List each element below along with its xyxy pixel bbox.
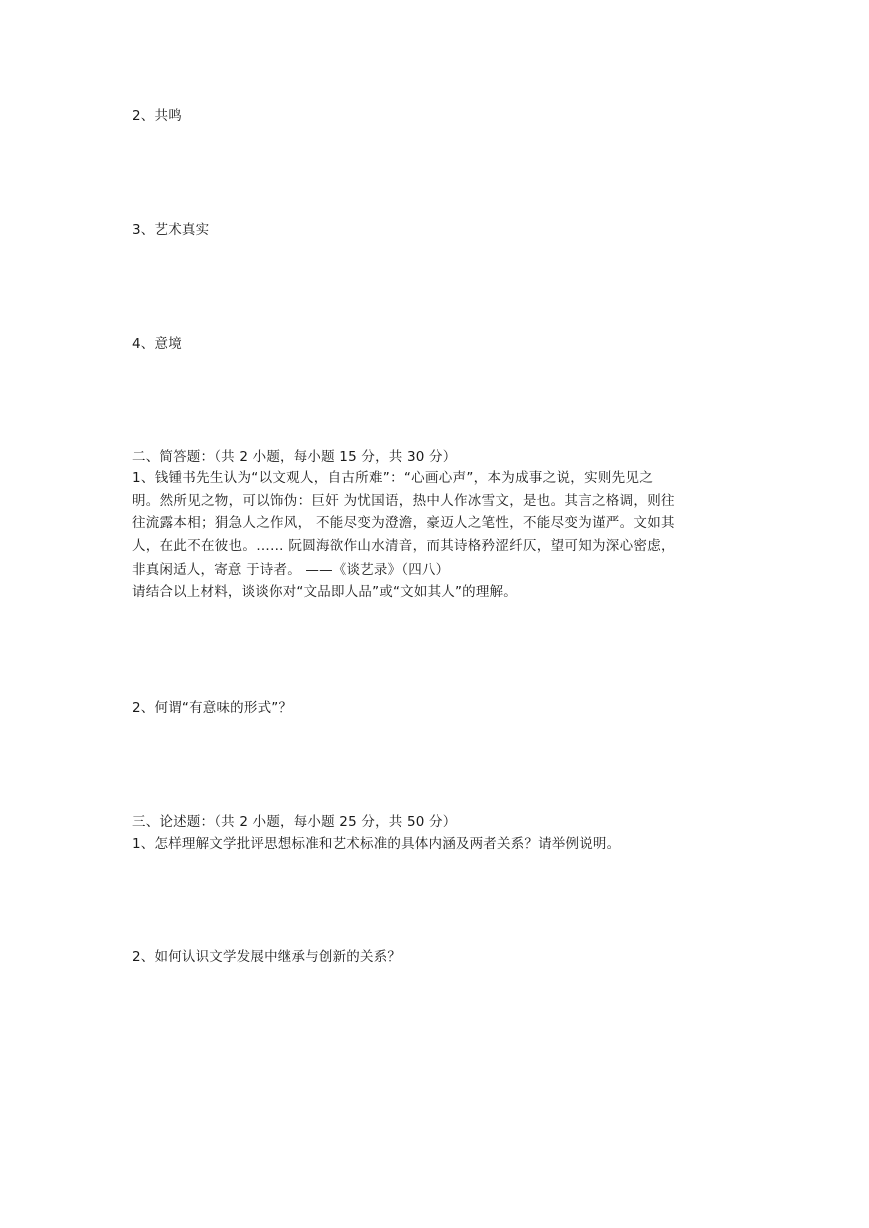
question-1-line-1: 1、钱锺书先生认为“以文观人，自古所难”：“心画心声”，本为成事之说，实则先见之 [132, 470, 654, 486]
essay-question-1: 1、怎样理解文学批评思想标准和艺术标准的具体内涵及两者关系？请举例说明。 [132, 836, 621, 852]
term-item-4: 4、意境 [132, 336, 182, 352]
short-answer-question-2: 2、何谓“有意味的形式”？ [132, 700, 293, 716]
section-2-heading: 二、简答题：（共 2 小题，每小题 15 分，共 30 分） [132, 449, 457, 465]
question-1-line-3: 往流露本相；狷急人之作风， 不能尽变为澄澹，豪迈人之笔性，不能尽变为谨严。文如其 [132, 515, 675, 531]
question-1-citation: 非真闲适人，寄意 于诗者。 ——《谈艺录》（四八） [132, 562, 450, 578]
question-1-line-2: 明。然所见之物，可以饰伪：巨奸 为忧国语，热中人作冰雪文，是也。其言之格调，则往 [132, 492, 675, 509]
term-item-2: 2、共鸣 [132, 108, 182, 124]
question-1-line-4: 人，在此不在彼也。…… 阮圆海欲作山水清音，而其诗格矜涩纤仄，望可知为深心密虑， [132, 537, 675, 554]
section-3-heading: 三、论述题：（共 2 小题，每小题 25 分，共 50 分） [132, 814, 457, 830]
short-answer-question-1 [132, 467, 740, 557]
term-item-3: 3、艺术真实 [132, 222, 210, 238]
essay-question-2: 2、如何认识文学发展中继承与创新的关系？ [132, 949, 402, 965]
question-1-prompt: 请结合以上材料，谈谈你对“文品即人品”或“文如其人”的理解。 [132, 584, 517, 600]
